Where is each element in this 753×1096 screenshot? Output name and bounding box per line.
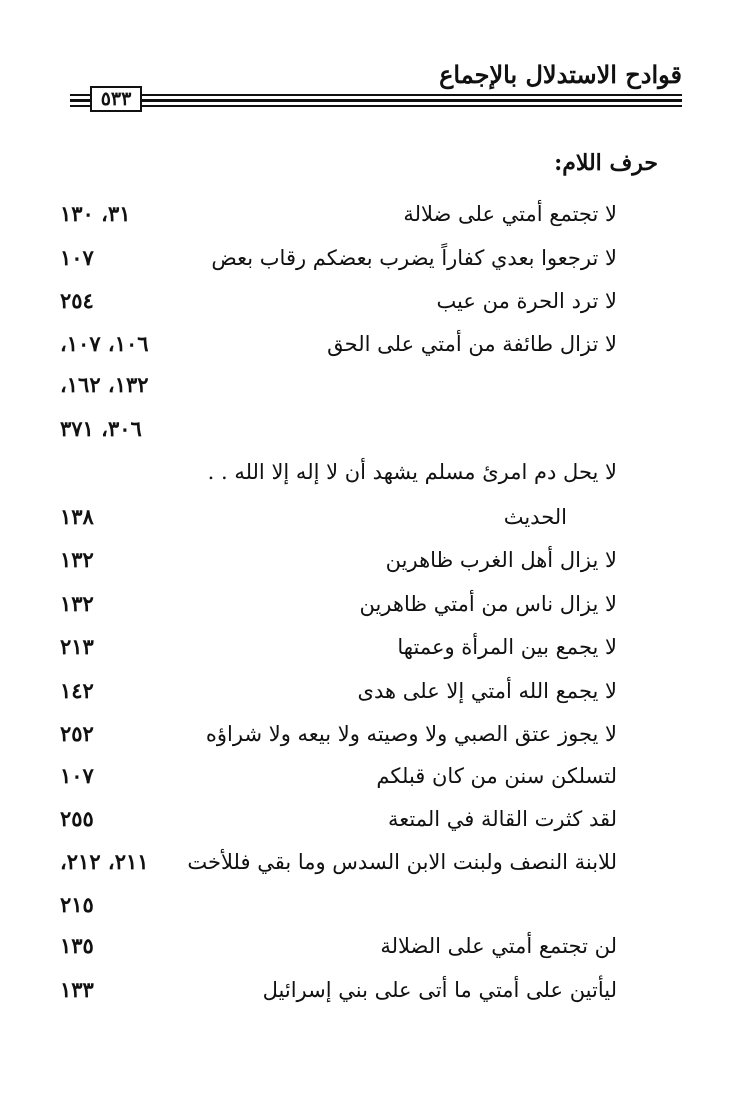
entry-text: لا يجوز عتق الصبي ولا وصيته ولا بيعه ولا شراؤه (205, 722, 617, 746)
section-heading: حرف اللام: (554, 150, 658, 176)
entry-pages: ٢٥٤ (60, 288, 94, 313)
entry-text: لا يزال أهل الغرب ظاهرين (385, 548, 617, 572)
entry-pages: ١٠٦، ١٠٧، (60, 331, 149, 356)
index-entry (60, 324, 617, 364)
header-rule (70, 99, 682, 102)
index-entry (60, 799, 617, 839)
index-entry (60, 452, 617, 492)
entry-pages: ٢١١، ٢١٢، (60, 849, 149, 874)
header-rule (70, 94, 682, 96)
index-entry-continuation (60, 409, 617, 449)
index-entry (60, 926, 617, 966)
index-entry (60, 281, 617, 321)
entry-text: لتسلكن سنن من كان قبلكم (376, 764, 617, 788)
entry-pages: ١٣٣ (60, 977, 94, 1002)
entry-pages: ١٣٢ (60, 591, 94, 616)
index-entry-continuation (60, 365, 617, 405)
entry-pages: ٣١، ١٣٠ (60, 201, 131, 226)
entry-text: لا يزال ناس من أمتي ظاهرين (359, 592, 617, 616)
index-entry (60, 540, 617, 580)
entry-text: لن تجتمع أمتي على الضلالة (380, 934, 617, 958)
entry-text: لا ترجعوا بعدي كفاراً يضرب بعضكم رقاب بعض (211, 246, 617, 270)
index-entry (60, 671, 617, 711)
index-entry (60, 584, 617, 624)
entry-text: لا يجمع بين المرأة وعمتها (397, 635, 617, 659)
entry-text: لا ترد الحرة من عيب (436, 289, 617, 313)
index-entry (60, 970, 617, 1010)
index-entry (60, 842, 617, 882)
entry-pages: ١٠٧ (60, 245, 94, 270)
entry-pages: ٢١٣ (60, 634, 94, 659)
entry-text: لا تزال طائفة من أمتي على الحق (327, 332, 617, 356)
index-entry (60, 627, 617, 667)
entry-pages: ٢٥٥ (60, 806, 94, 831)
index-entry (60, 714, 617, 754)
page-header (70, 58, 682, 110)
header-rule (70, 105, 682, 107)
index-entry (60, 756, 617, 796)
entry-text: الحديث (503, 505, 567, 529)
running-title: قوادح الاستدلال بالإجماع (439, 60, 682, 89)
entry-text: لقد كثرت القالة في المتعة (388, 807, 617, 831)
entry-pages: ١٣٥ (60, 933, 94, 958)
entry-pages: ١٠٧ (60, 763, 94, 788)
entry-text: ليأتين على أمتي ما أتى على بني إسرائيل (262, 978, 617, 1002)
index-entry-continuation (60, 497, 617, 537)
entry-pages: ٢١٥ (60, 892, 94, 917)
entry-pages: ١٤٢ (60, 678, 94, 703)
index-entry (60, 194, 617, 234)
entry-text: لا تجتمع أمتي على ضلالة (403, 202, 617, 226)
entry-text: للابنة النصف ولبنت الابن السدس وما بقي فللأخت (187, 850, 617, 874)
page-number: ٥٣٣ (90, 86, 142, 112)
entry-pages: ١٣٨ (60, 504, 94, 529)
entry-text: لا يجمع الله أمتي إلا على هدى (357, 679, 617, 703)
entry-pages: ٣٠٦، ٣٧١ (60, 416, 142, 441)
entry-pages: ١٣٢ (60, 547, 94, 572)
index-entry-continuation (60, 885, 617, 925)
index-entry (60, 238, 617, 278)
entry-pages: ٢٥٢ (60, 721, 94, 746)
entry-pages: ١٣٢، ١٦٢، (60, 372, 149, 397)
entry-text: لا يحل دم امرئ مسلم يشهد أن لا إله إلا الله . . (207, 460, 617, 484)
